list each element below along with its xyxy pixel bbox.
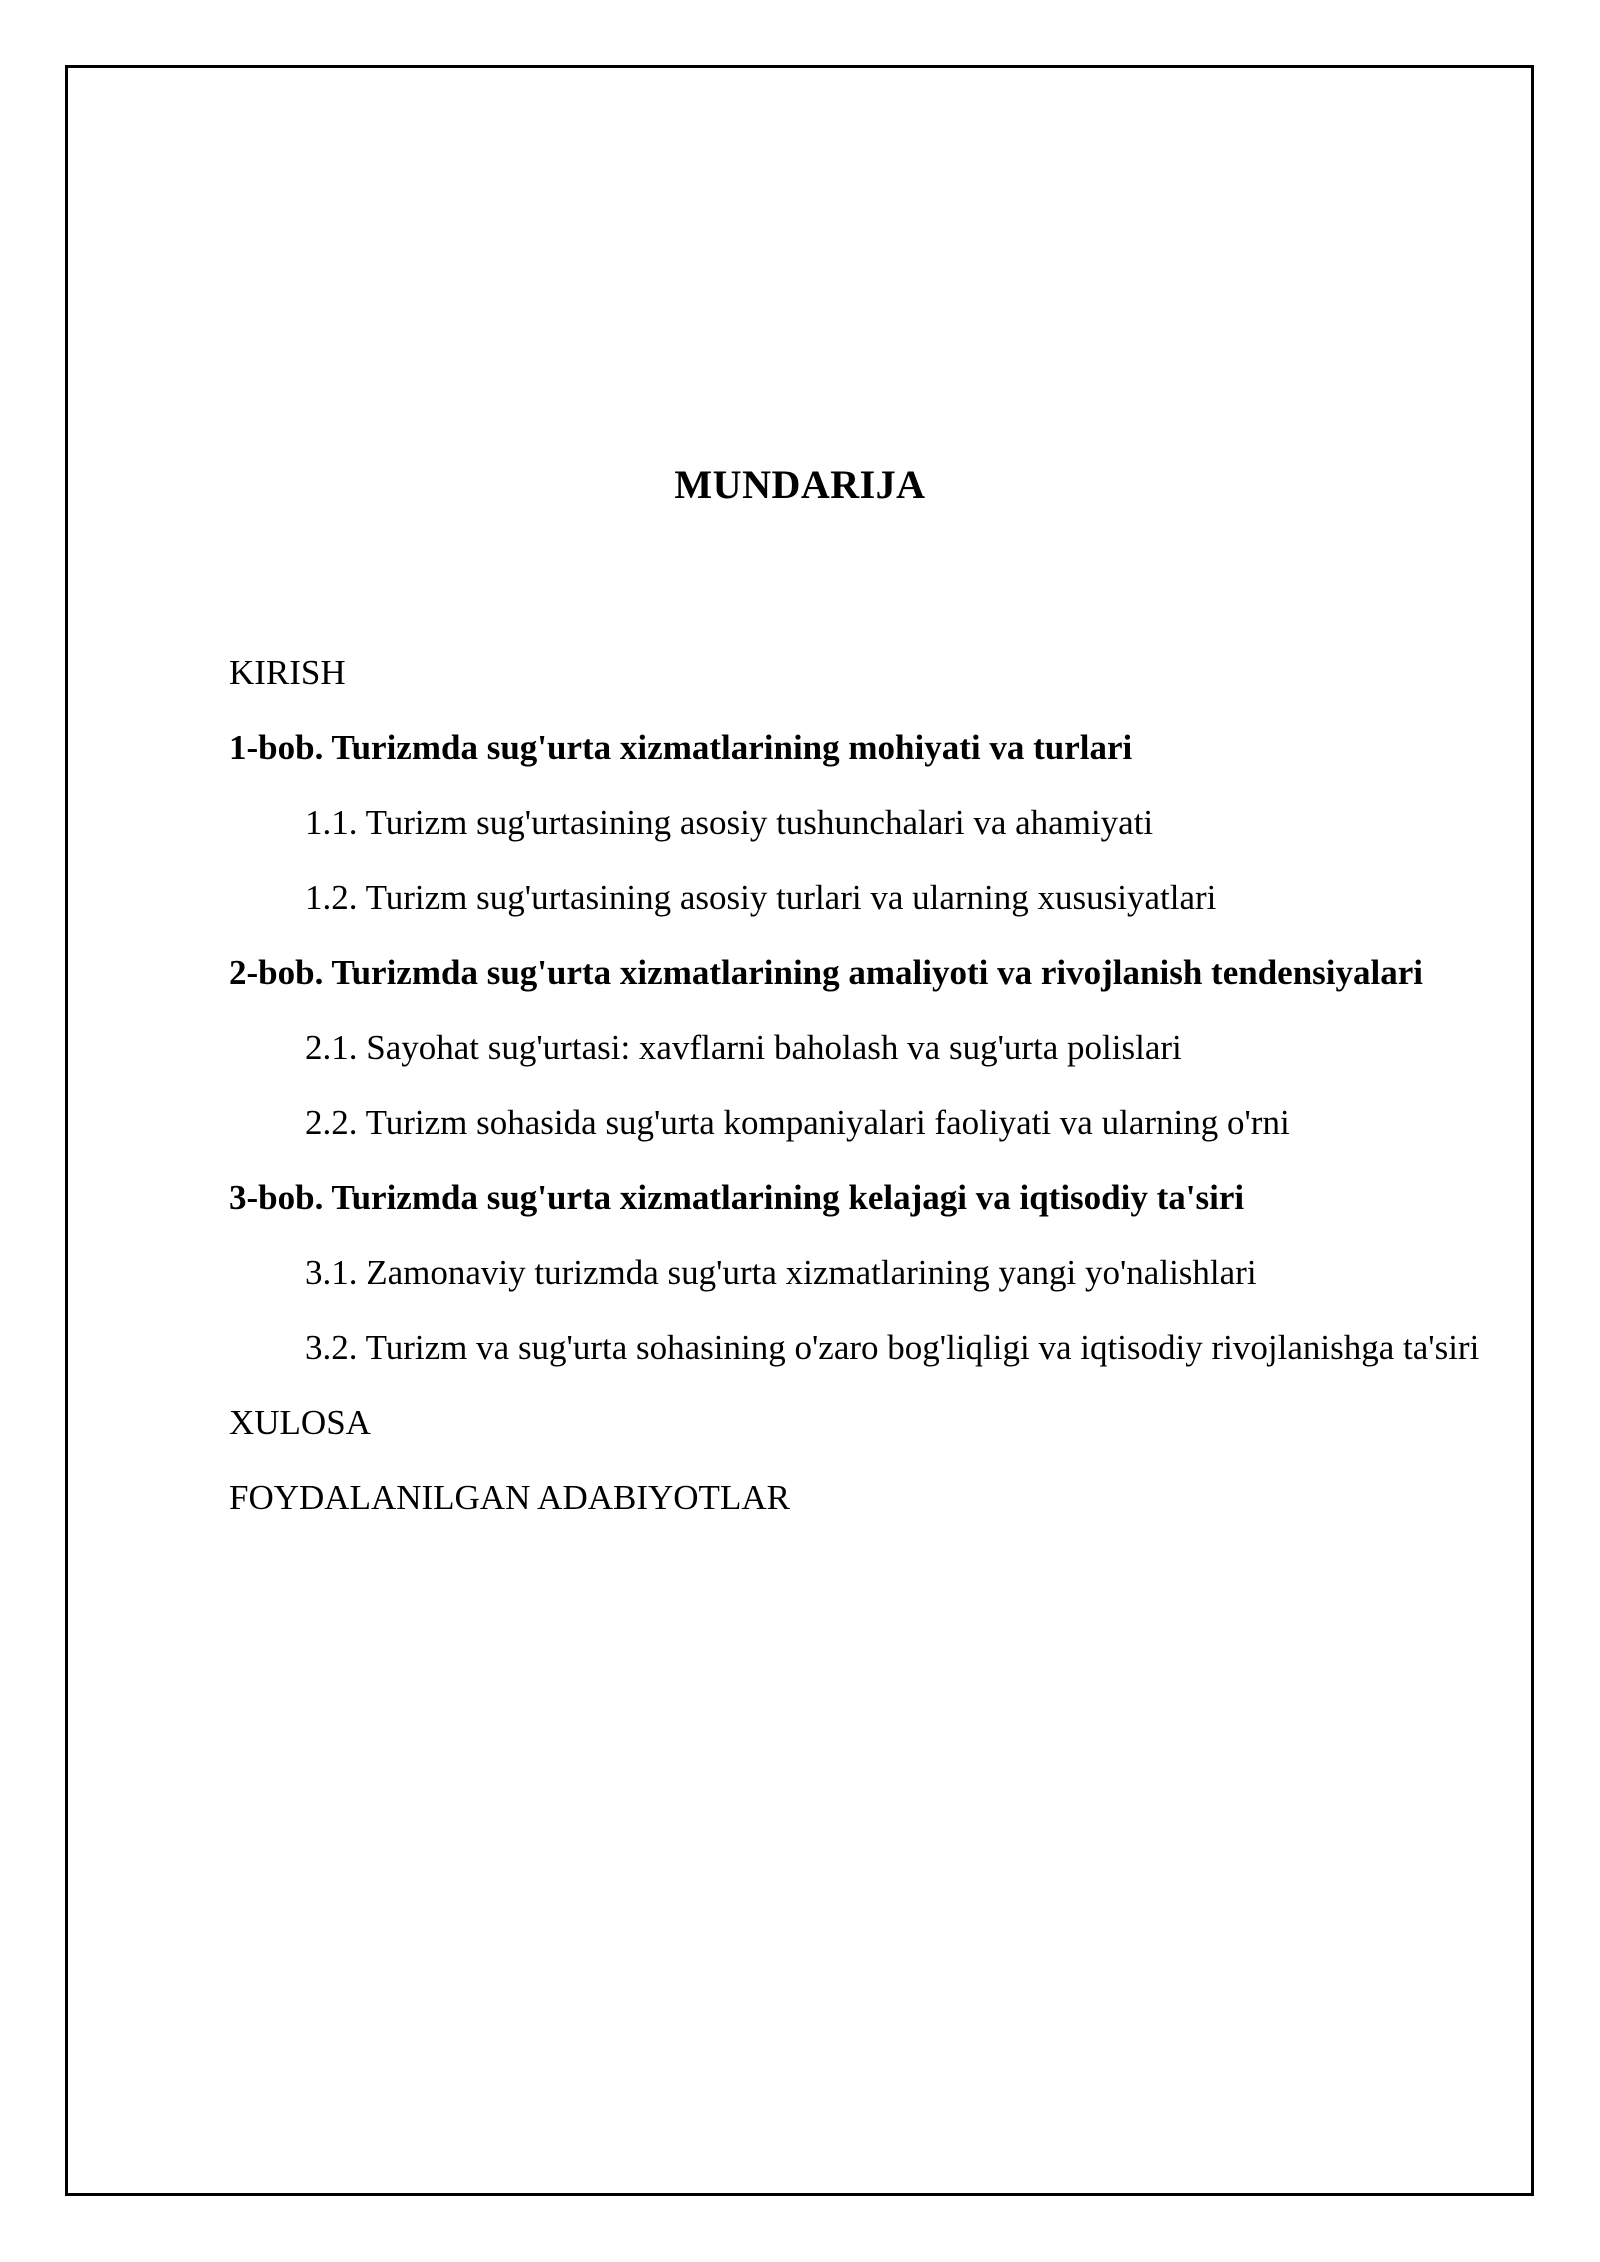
toc-chapter-1: 1-bob. Turizmda sug'urta xizmatlarining mohiyati va turlari bbox=[229, 728, 1133, 767]
toc-section-1-1: 1.1. Turizm sug'urtasining asosiy tushunchalari va ahamiyati bbox=[305, 803, 1154, 842]
toc-section-2-1: 2.1. Sayohat sug'urtasi: xavflarni baholash va sug'urta polislari bbox=[305, 1028, 1182, 1067]
toc-entry-references: FOYDALANILGAN ADABIYOTLAR bbox=[229, 1478, 790, 1517]
page-title: MUNDARIJA bbox=[674, 462, 926, 507]
toc-section-3-1: 3.1. Zamonaviy turizmda sug'urta xizmatlarining yangi yo'nalishlari bbox=[305, 1253, 1257, 1292]
table-of-contents bbox=[229, 640, 1499, 1540]
toc-entry-xulosa: XULOSA bbox=[229, 1403, 371, 1442]
toc-chapter-3: 3-bob. Turizmda sug'urta xizmatlarining kelajagi va iqtisodiy ta'siri bbox=[229, 1178, 1245, 1217]
toc-chapter-2: 2-bob. Turizmda sug'urta xizmatlarining amaliyoti va rivojlanish tendensiyalari bbox=[229, 953, 1423, 992]
toc-section-2-2: 2.2. Turizm sohasida sug'urta kompaniyalari faoliyati va ularning o'rni bbox=[305, 1103, 1290, 1142]
toc-section-1-2: 1.2. Turizm sug'urtasining asosiy turlari va ularning xususiyatlari bbox=[305, 878, 1217, 917]
toc-section-3-2: 3.2. Turizm va sug'urta sohasining o'zaro bog'liqligi va iqtisodiy rivojlanishga ta'siri bbox=[305, 1328, 1480, 1367]
toc-entry-kirish: KIRISH bbox=[229, 653, 346, 692]
